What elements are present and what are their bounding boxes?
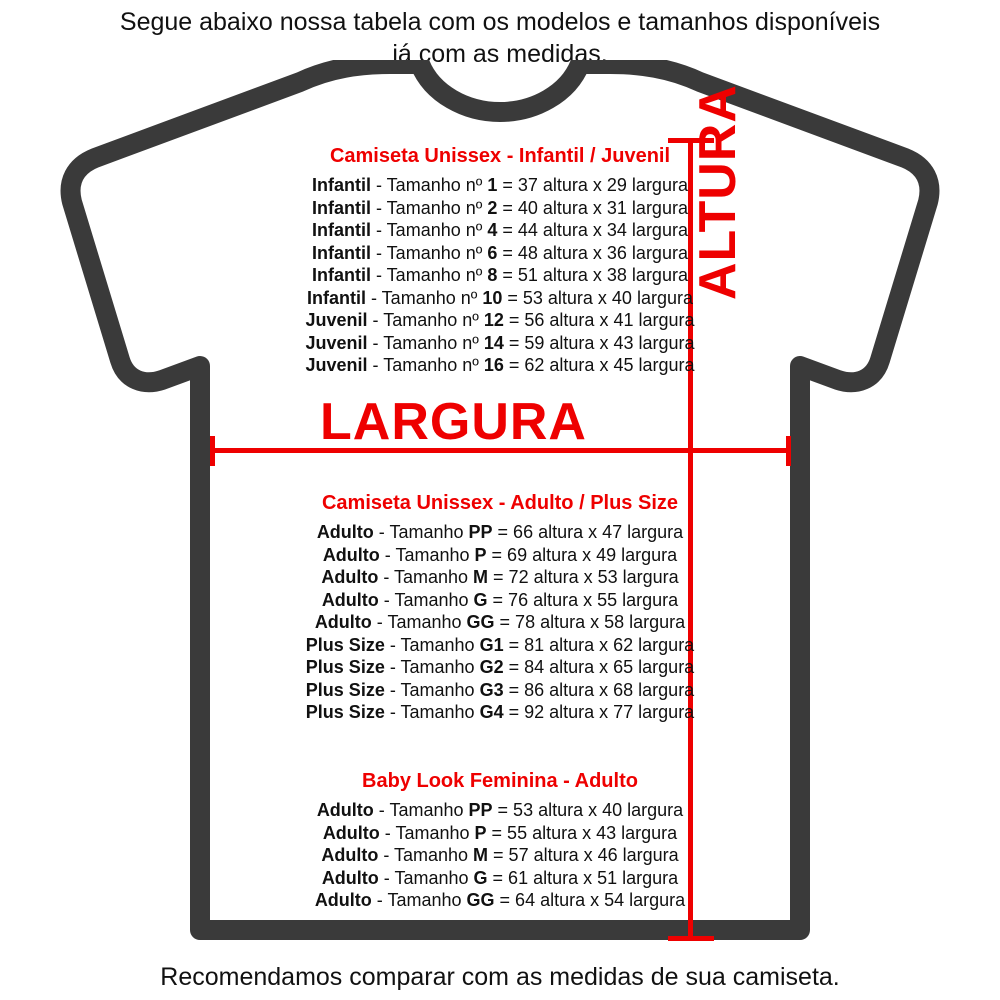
table-row: Juvenil - Tamanho nº 14 = 59 altura x 43 largura <box>305 332 695 353</box>
table-row: Plus Size - Tamanho G1 = 81 altura x 62 largura <box>305 634 695 655</box>
table-row: Infantil - Tamanho nº 4 = 44 altura x 34 largura <box>312 220 688 240</box>
table-row: Plus Size - Tamanho G2 = 84 altura x 65 largura <box>305 657 695 677</box>
table-row: Juvenil - Tamanho nº 16 = 62 altura x 45 largura <box>305 355 695 375</box>
table-row: Infantil - Tamanho nº 10 = 53 altura x 40 largura <box>307 287 693 308</box>
table-row: Infantil - Tamanho nº 1 = 37 altura x 29 largura <box>312 175 688 195</box>
table-row: Adulto - Tamanho PP = 66 altura x 47 largura <box>316 522 684 542</box>
table-infantil-juvenil <box>0 145 1000 377</box>
table-row: Adulto - Tamanho P = 55 altura x 43 largura <box>322 822 678 843</box>
table-row: Adulto - Tamanho G = 76 altura x 55 largura <box>321 589 679 610</box>
table-row: Adulto - Tamanho M = 57 altura x 46 largura <box>321 845 679 865</box>
largura-label: LARGURA <box>320 393 587 451</box>
table-row: Plus Size - Tamanho G3 = 86 altura x 68 largura <box>305 679 695 700</box>
table-row: Adulto - Tamanho PP = 53 altura x 40 largura <box>316 800 684 820</box>
intro-line-1: Segue abaixo nossa tabela com os modelos e tamanhos disponíveis <box>119 8 881 36</box>
intro-line-2: já com as medidas. <box>392 40 608 68</box>
table-row: Infantil - Tamanho nº 6 = 48 altura x 36 largura <box>312 242 688 263</box>
table-row: Adulto - Tamanho GG = 78 altura x 58 largura <box>314 612 686 632</box>
largura-right-cap <box>786 436 791 466</box>
table-baby-look <box>0 770 1000 912</box>
largura-left-cap <box>210 436 215 466</box>
table-row: Plus Size - Tamanho G4 = 92 altura x 77 largura <box>305 702 695 722</box>
table-row: Infantil - Tamanho nº 8 = 51 altura x 38 largura <box>312 265 688 285</box>
altura-bottom-cap <box>668 936 714 941</box>
table-row: Adulto - Tamanho M = 72 altura x 53 largura <box>321 567 679 587</box>
table-title: Camiseta Unissex - Infantil / Juvenil <box>329 145 671 167</box>
altura-label: ALTURA <box>689 84 747 300</box>
footer-note: Recomendamos comparar com as medidas de sua camiseta. <box>160 963 840 991</box>
table-row: Adulto - Tamanho P = 69 altura x 49 largura <box>322 544 678 565</box>
table-row: Adulto - Tamanho G = 61 altura x 51 largura <box>321 867 679 888</box>
table-row: Adulto - Tamanho GG = 64 altura x 54 largura <box>314 890 686 910</box>
table-row: Juvenil - Tamanho nº 12 = 56 altura x 41 largura <box>305 310 695 330</box>
table-title: Camiseta Unissex - Adulto / Plus Size <box>321 492 679 514</box>
table-row: Infantil - Tamanho nº 2 = 40 altura x 31 largura <box>312 197 688 218</box>
table-title: Baby Look Feminina - Adulto <box>362 770 638 792</box>
table-adulto-plus-size <box>0 492 1000 724</box>
